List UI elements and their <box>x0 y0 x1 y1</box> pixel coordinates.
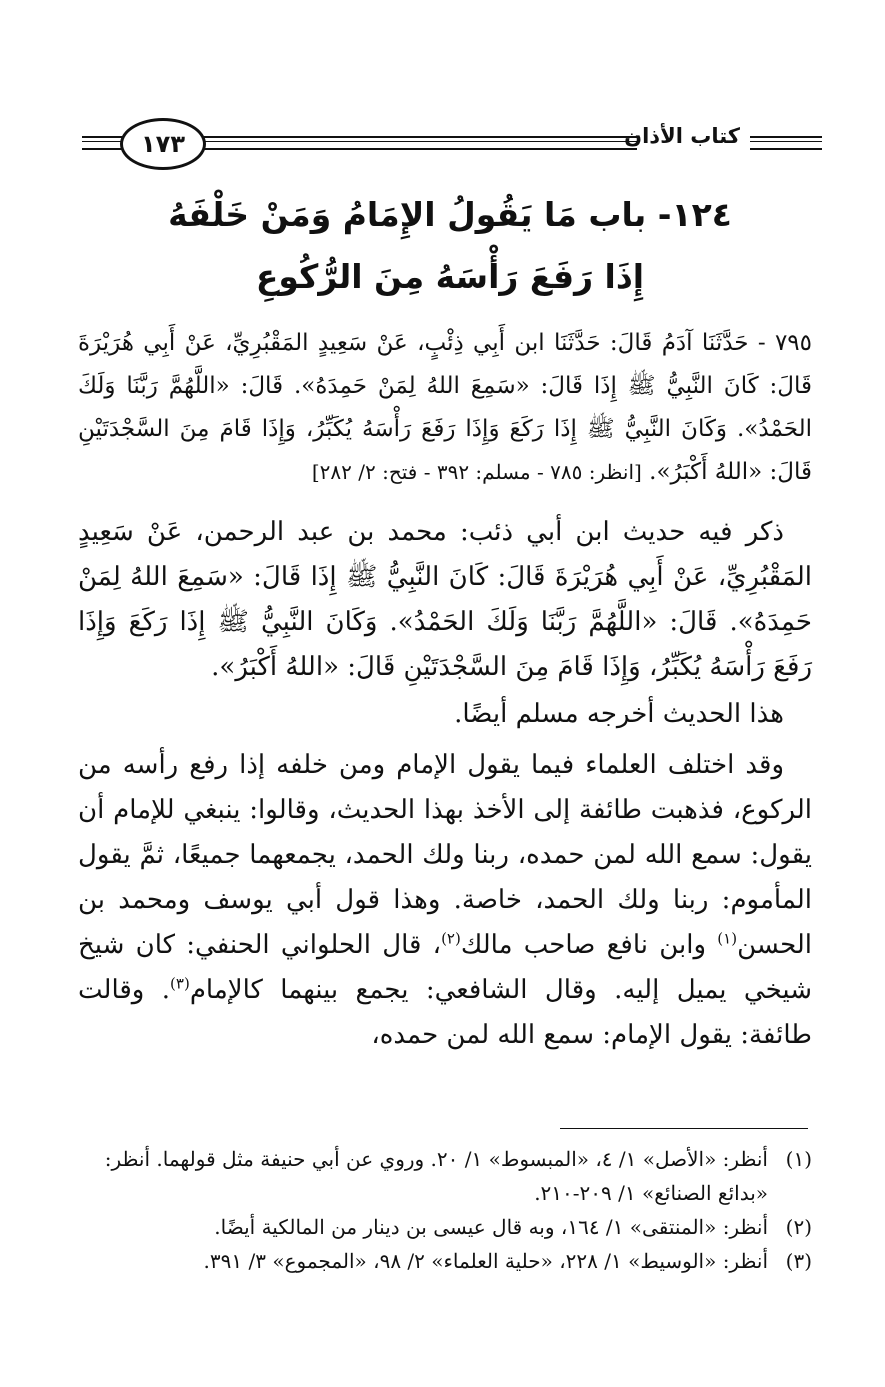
hadith-text: ٧٩٥ - حَدَّثَنَا آدَمُ قَالَ: حَدَّثَنَا ابن أَبِي ذِئْبٍ، عَنْ سَعِيدٍ المَقْبُرِيِّ، عَنْ أَبِي هُرَيْرَةَ قَالَ: كَانَ النَّبِيُّ ﷺ إِذَا قَالَ: «سَمِعَ اللهُ لِمَنْ حَمِدَهُ». قَالَ: «اللَّهُمَّ رَبَّنَا وَلَكَ الحَمْدُ». وَكَانَ النَّبِيُّ ﷺ إِذَا رَكَعَ وَإِذَا رَفَعَ رَأْسَهُ يُكَبِّرُ، وَإِذَا قَامَ مِنَ السَّجْدَتَيْنِ قَالَ: «اللهُ أَكْبَرُ». <box>78 330 812 485</box>
commentary-text: ، قال الحلواني الحنفي: كان شيخ شيخي يميل إليه. وقال الشافعي: يجمع بينهما كالإمام <box>78 930 812 1005</box>
commentary-paragraph: هذا الحديث أخرجه مسلم أيضًا. <box>454 699 784 729</box>
footnote-text: أنظر: «الأصل» ١/ ٤، «المبسوط» ١/ ٢٠. وروي عن أبي حنيفة مثل قولهما. أنظر: «بدائع الصنائع» ١/ ٢٠٩-٢١٠. <box>104 1147 768 1205</box>
footnote <box>78 1210 812 1244</box>
footnote-number: (١) <box>785 1147 812 1171</box>
footnote-text: أنظر: «المنتقى» ١/ ١٦٤، وبه قال عيسى بن دينار من المالكية أيضًا. <box>214 1215 768 1239</box>
footnote-text: أنظر: «الوسيط» ١/ ٢٢٨، «حلية العلماء» ٢/ ٩٨، «المجموع» ٣/ ٣٩١. <box>203 1249 768 1273</box>
commentary-text: . وقالت طائفة: يقول الإمام: سمع الله لمن حمده، <box>78 975 812 1050</box>
footnote-separator <box>560 1128 808 1129</box>
footnote-marker[interactable]: (٣) <box>170 974 190 993</box>
chapter-heading-line-1: ١٢٤- باب مَا يَقُولُ الإِمَامُ وَمَنْ خَلْفَهُ <box>168 195 732 234</box>
footnote-marker[interactable]: (٢) <box>441 929 461 948</box>
chapter-heading-line-2: إِذَا رَفَعَ رَأْسَهُ مِنَ الرُّكُوعِ <box>255 257 645 296</box>
commentary <box>78 510 812 1058</box>
footnote-number: (٢) <box>785 1215 812 1239</box>
running-header <box>82 110 822 174</box>
footnote-number: (٣) <box>785 1249 812 1273</box>
commentary-text: وابن نافع صاحب مالك <box>460 930 718 960</box>
commentary-paragraph: ذكر فيه حديث ابن أبي ذئب: محمد بن عبد الرحمن، عَنْ سَعِيدٍ المَقْبُرِيِّ، عَنْ أَبِي هُرَيْرَةَ قَالَ: كَانَ النَّبِيُّ ﷺ إِذَا قَالَ: «سَمِعَ اللهُ لِمَنْ حَمِدَهُ». قَالَ: «اللَّهُمَّ رَبَّنَا وَلَكَ الحَمْدُ». وَكَانَ النَّبِيُّ ﷺ إِذَا رَكَعَ وَإِذَا رَفَعَ رَأْسَهُ يُكَبِّرُ، وَإِذَا قَامَ مِنَ السَّجْدَتَيْنِ قَالَ: «اللهُ أَكْبَرُ». <box>78 517 812 682</box>
header-rule-middle <box>192 136 637 150</box>
footnote <box>78 1142 812 1210</box>
running-title: كتاب الأذان <box>624 124 740 148</box>
header-rule-right <box>750 136 822 150</box>
page-number: ١٧٣ <box>120 118 206 170</box>
chapter-heading <box>100 184 800 308</box>
hadith-reference: [انظر: ٧٨٥ - مسلم: ٣٩٢ - فتح: ٢/ ٢٨٢] <box>311 460 642 484</box>
footnote-marker[interactable]: (١) <box>717 929 738 948</box>
commentary-text: وقد اختلف العلماء فيما يقول الإمام ومن خلفه إذا رفع رأسه من الركوع، فذهبت طائفة إلى الأخذ بهذا الحديث، وقالوا: ينبغي للإمام أن يقول: سمع الله لمن حمده، ربنا ولك الحمد، يجمعهما جميعًا، ثمَّ يقول المأموم: ربنا ولك الحمد، خاصة. وهذا قول أبي يوسف ومحمد بن الحسن <box>78 750 812 960</box>
commentary-paragraph <box>78 743 812 1058</box>
footnotes <box>78 1142 812 1278</box>
hadith-block <box>78 322 812 494</box>
footnote <box>78 1244 812 1278</box>
